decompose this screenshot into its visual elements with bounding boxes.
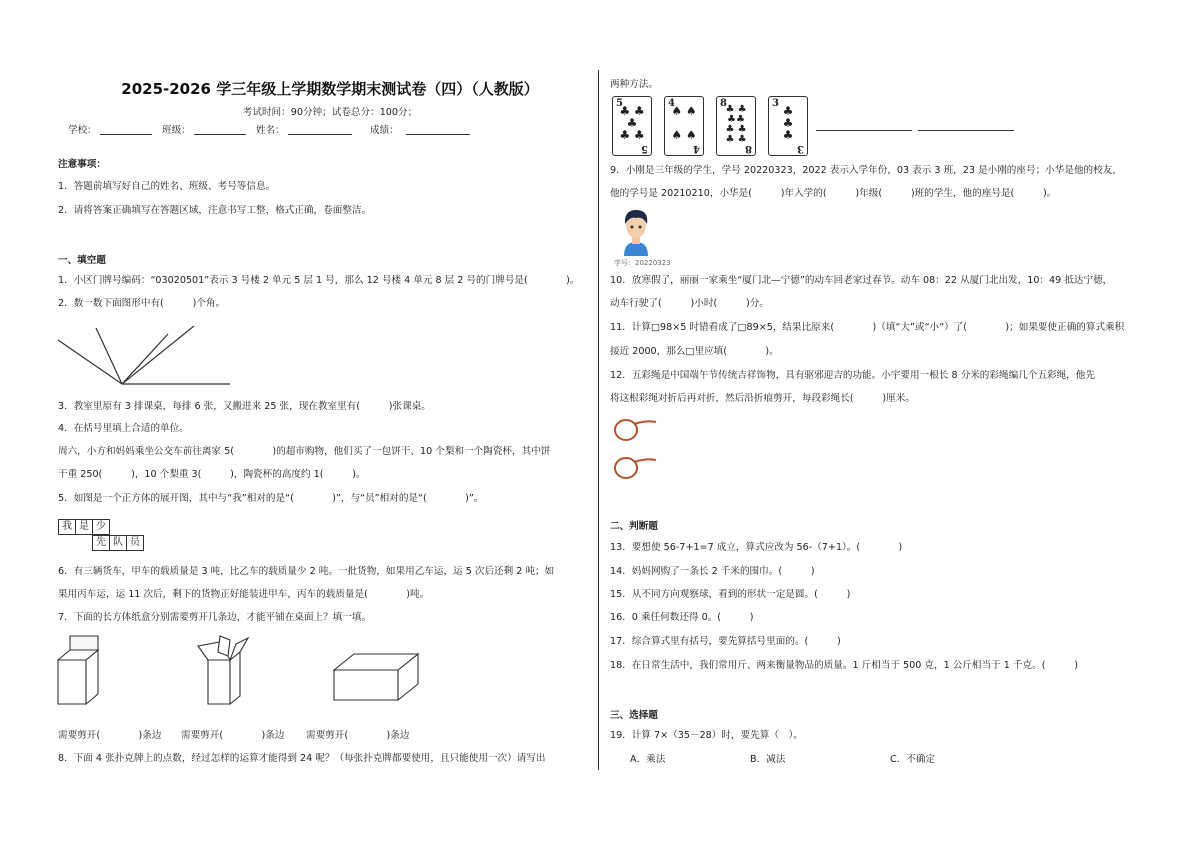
angle-ray (122, 334, 168, 384)
question-6-line2: 果用丙车运，运 11 次后，剩下的货物正好能装进甲车，丙车的载质量是( )吨。 (58, 589, 430, 600)
question-10-line2: 动车行驶了( )小时( )分。 (610, 298, 769, 309)
answer-line-2[interactable] (918, 130, 1014, 131)
question-18: 18．在日常生活中，我们常用斤、两来衡量物品的质量。1 斤相当于 500 克，1 公斤相当于 1 千克。( ) (610, 660, 1078, 671)
question-4-line1: 周六，小方和妈妈乘坐公交车前往离家 5( )的超市购物，他们买了一包饼干、10 个梨和一个陶瓷杯，其中饼 (58, 446, 551, 457)
card-rank: 4 (693, 143, 700, 154)
colored-rope-image (612, 412, 658, 488)
playing-card-8 (716, 96, 756, 156)
page-title: 2025-2026 学三年级上学期数学期末测试卷（四）（人教版） (121, 80, 539, 98)
tall-box-figure (56, 632, 106, 707)
net-cell: 队 (109, 535, 127, 551)
class-label: 班级： (162, 125, 191, 136)
question-16: 16．0 乘任何数还得 0。( ) (610, 612, 754, 623)
question-3: 3．教室里原有 3 排课桌，每排 6 张，又搬进来 25 张，现在教室里有( )张课桌。 (58, 401, 431, 412)
card-rank: 8 (745, 143, 752, 154)
school-label: 学校： (68, 125, 97, 136)
question-17: 17．综合算式里有括号，要先算括号里面的。( ) (610, 636, 841, 647)
net-cell: 先 (92, 535, 110, 551)
question-7: 7．下面的长方体纸盒分别需要剪开几条边，才能平铺在桌面上？填一填。 (58, 612, 372, 623)
question-11-line2: 接近 2000，那么□里应填( )。 (610, 346, 779, 357)
question-13: 13．要想使 56-7+1=7 成立，算式应改为 56-（7+1）。( ) (610, 542, 903, 553)
score-field[interactable] (406, 134, 470, 135)
card-rank: 3 (772, 98, 779, 109)
option-b[interactable]: B．减法 (750, 754, 786, 765)
name-field[interactable] (288, 134, 352, 135)
notes-heading: 注意事项： (58, 159, 106, 170)
student-id-caption: 学号：20220323 (614, 259, 671, 267)
question-9-line1: 9．小刚是三年级的学生，学号 20220323，2022 表示入学年份，03 表示 3 班，23 是小刚的座号；小华是他的校友， (610, 165, 1122, 176)
question-12-line1: 12．五彩绳是中国端午节传统吉祥饰物，具有驱邪迎吉的功能。小宇要用一根长 8 分米的彩绳编几个五彩绳，他先 (610, 370, 1095, 381)
option-a[interactable]: A．乘法 (630, 754, 666, 765)
open-box-figure (196, 632, 256, 707)
option-c[interactable]: C．不确定 (890, 754, 936, 765)
answer-line-1[interactable] (816, 130, 912, 131)
net-cell: 我 (58, 519, 76, 535)
name-label: 姓名： (256, 125, 285, 136)
net-cell: 员 (126, 535, 144, 551)
question-19: 19．计算 7×（35－28）时，要先算（ ）。 (610, 730, 803, 741)
question-11-line1: 11．计算□98×5 时错看成了□89×5，结果比原来( )（填“大”或“小”）了( )；如果要使正确的算式乘积 (610, 322, 1125, 333)
question-4-line2: 干重 250( )，10 个梨重 3( )，陶瓷杯的高度约 1( )。 (58, 469, 366, 480)
school-field[interactable] (100, 134, 152, 135)
question-10-line1: 10．放寒假了，丽丽一家乘坐“厦门北—宁德”的动车回老家过春节。动车 08：22 从厦门北出发，10：49 抵达宁德， (610, 275, 1113, 286)
student-avatar (616, 204, 656, 256)
exam-subtitle: 考试时间：90分钟；试卷总分：100分； (242, 107, 418, 118)
playing-card-3 (768, 96, 808, 156)
club-icon: ♣ ♣ ♣ ♣ ♣ (619, 104, 645, 142)
class-field[interactable] (194, 134, 246, 135)
question-15: 15．从不同方向观察球，看到的形状一定是圆。( ) (610, 589, 851, 600)
question-1: 1．小区门牌号编码：“03020501”表示 3 号楼 2 单元 5 层 1 号，那么 12 号楼 4 单元 8 层 2 号的门牌号是( )。 (58, 275, 580, 286)
question-2: 2．数一数下面图形中有( )个角。 (58, 298, 226, 309)
question-9-line2: 他的学号是 20210210，小华是( )年入学的( )年级( )班的学生，他的座号是( )。 (610, 188, 1057, 199)
section-heading-judge: 二、判断题 (610, 521, 658, 532)
question-8-continued: 两种方法。 (610, 79, 658, 90)
net-cell: 是 (75, 519, 93, 535)
club-icon: ♣ ♣ ♣♣ ♣ ♣ ♣ ♣ (725, 104, 747, 145)
playing-card-4 (664, 96, 704, 156)
card-rank: 8 (720, 98, 727, 109)
card-rank: 4 (668, 98, 675, 109)
section-heading-fill: 一、填空题 (58, 255, 106, 266)
flat-box-figure (332, 650, 422, 705)
box-1-answer: 需要剪开( )条边 (58, 730, 162, 741)
box-3-answer: 需要剪开( )条边 (306, 730, 410, 741)
card-rank: 5 (616, 98, 623, 109)
box-2-answer: 需要剪开( )条边 (181, 730, 285, 741)
question-4: 4．在括号里填上合适的单位。 (58, 423, 189, 434)
club-icon: ♣ ♣ ♣ (782, 104, 794, 142)
note-item: 1．答题前填写好自己的姓名、班级、考号等信息。 (58, 181, 276, 192)
card-rank: 5 (641, 143, 648, 154)
question-8: 8．下面 4 张扑克牌上的点数，经过怎样的运算才能得到 24 呢？（每张扑克牌都要使用，且只能使用一次）请写出 (58, 753, 546, 764)
angle-ray (122, 326, 194, 384)
question-6-line1: 6．有三辆货车，甲车的载质量是 3 吨，比乙车的载质量少 2 吨。一批货物，如果用乙车运，运 5 次后还剩 2 吨；如 (58, 566, 555, 577)
spade-icon: ♠ ♠ ♠ ♠ (671, 104, 697, 142)
column-divider (598, 70, 599, 770)
note-item: 2．请将答案正确填写在答题区域，注意书写工整，格式正确，卷面整洁。 (58, 205, 372, 216)
question-14: 14．妈妈网购了一条长 2 千米的围巾。( ) (610, 566, 815, 577)
section-heading-choice: 三、选择题 (610, 710, 658, 721)
score-label: 成绩： (370, 125, 399, 136)
playing-card-5 (612, 96, 652, 156)
question-5: 5．如图是一个正方体的展开图，其中与“我”相对的是“( )”，与“员”相对的是“( )”。 (58, 493, 484, 504)
angle-figure (56, 318, 236, 388)
card-rank: 3 (797, 143, 804, 154)
question-12-line2: 将这根彩绳对折后再对折，然后沿折痕剪开，每段彩绳长( )厘米。 (610, 393, 915, 404)
net-cell: 少 (92, 519, 110, 535)
